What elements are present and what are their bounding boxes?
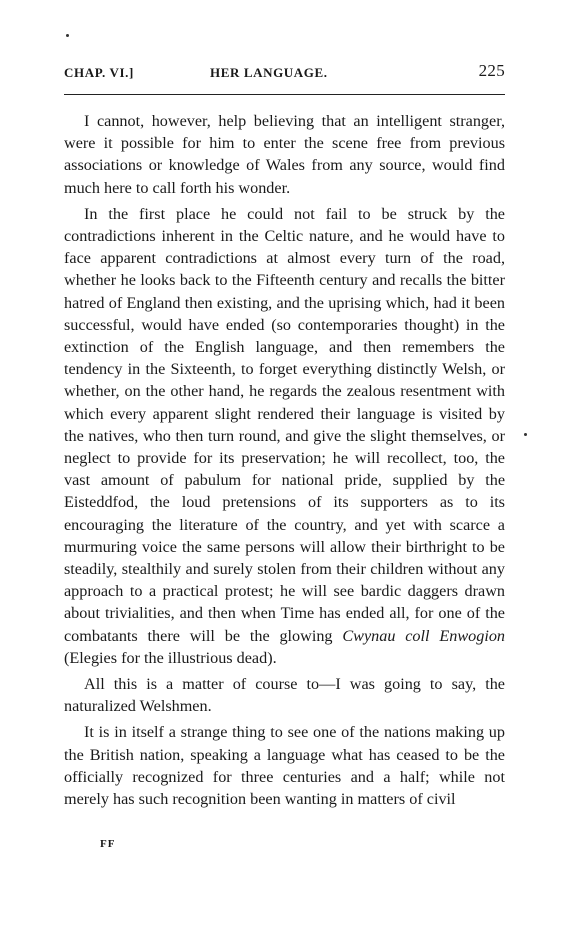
running-header: [64, 63, 505, 83]
welsh-title: Cwynau coll Enwogion: [342, 626, 506, 645]
paragraph-3-text: All this is a matter of course to—I was going to say, the naturalized Welshmen.: [64, 675, 505, 716]
chapter-label: CHAP. VI.]: [64, 65, 134, 80]
book-page: [64, 0, 505, 926]
paragraph-1: [64, 110, 505, 199]
page-number: 225: [478, 61, 505, 80]
body-text: [64, 110, 505, 810]
running-title: HER LANGUAGE.: [210, 65, 328, 80]
paragraph-4-text: It is in itself a strange thing to see one of the nations making up the British nation, speaking a language what has ceased to be the officially recognized for three centuries and a half; while not merely has such recognition been wanting in matters of civil: [64, 723, 505, 809]
paragraph-2-tail: (Elegies for the illustrious dead).: [64, 648, 277, 667]
paragraph-3: [64, 673, 505, 717]
header-rule: [64, 94, 505, 95]
print-speck: [66, 34, 69, 37]
signature-mark: FF: [100, 838, 116, 850]
print-speck: [524, 433, 527, 436]
paragraph-2: [64, 203, 505, 669]
paragraph-1-text: I cannot, however, help believing that an intelligent stranger, were it possible for him to enter the scene free from previous associations or knowledge of Wales from any source, would find much here to call forth his wonder.: [64, 112, 505, 197]
paragraph-2-text: In the first place he could not fail to be struck by the contradictions inherent in the Celtic nature, and he would have to face apparent contradictions at almost every turn of the road, whether he looks back to the Fifteenth century and recalls the bitter hatred of England then existing, and the uprising which, had it been successful, would have ended (so contemporaries thought) in the extinction of the English language, and then remembers the tendency in the Sixteenth, to forget everything distinctly Welsh, or whether, on the other hand, he regards the zealous resentment with which every apparent slight rendered their language is visited by the natives, who then turn round, and give the slight themselves, or neglect to provide for its preservation; he will recollect, too, the vast amount of pabulum for national pride, supplied by the Eisteddfod, the loud pretensions of its supporters as to its encouraging the literature of the country, and yet with scarce a murmuring voice the same persons will allow their birthright to be steadily, stealthily and surely stolen from their children without any approach to a practical protest; he will see bardic daggers drawn about trivialities, and then when Time has ended all, for one of the combatants there will be the glowing: [64, 204, 505, 645]
paragraph-4: [64, 721, 505, 810]
